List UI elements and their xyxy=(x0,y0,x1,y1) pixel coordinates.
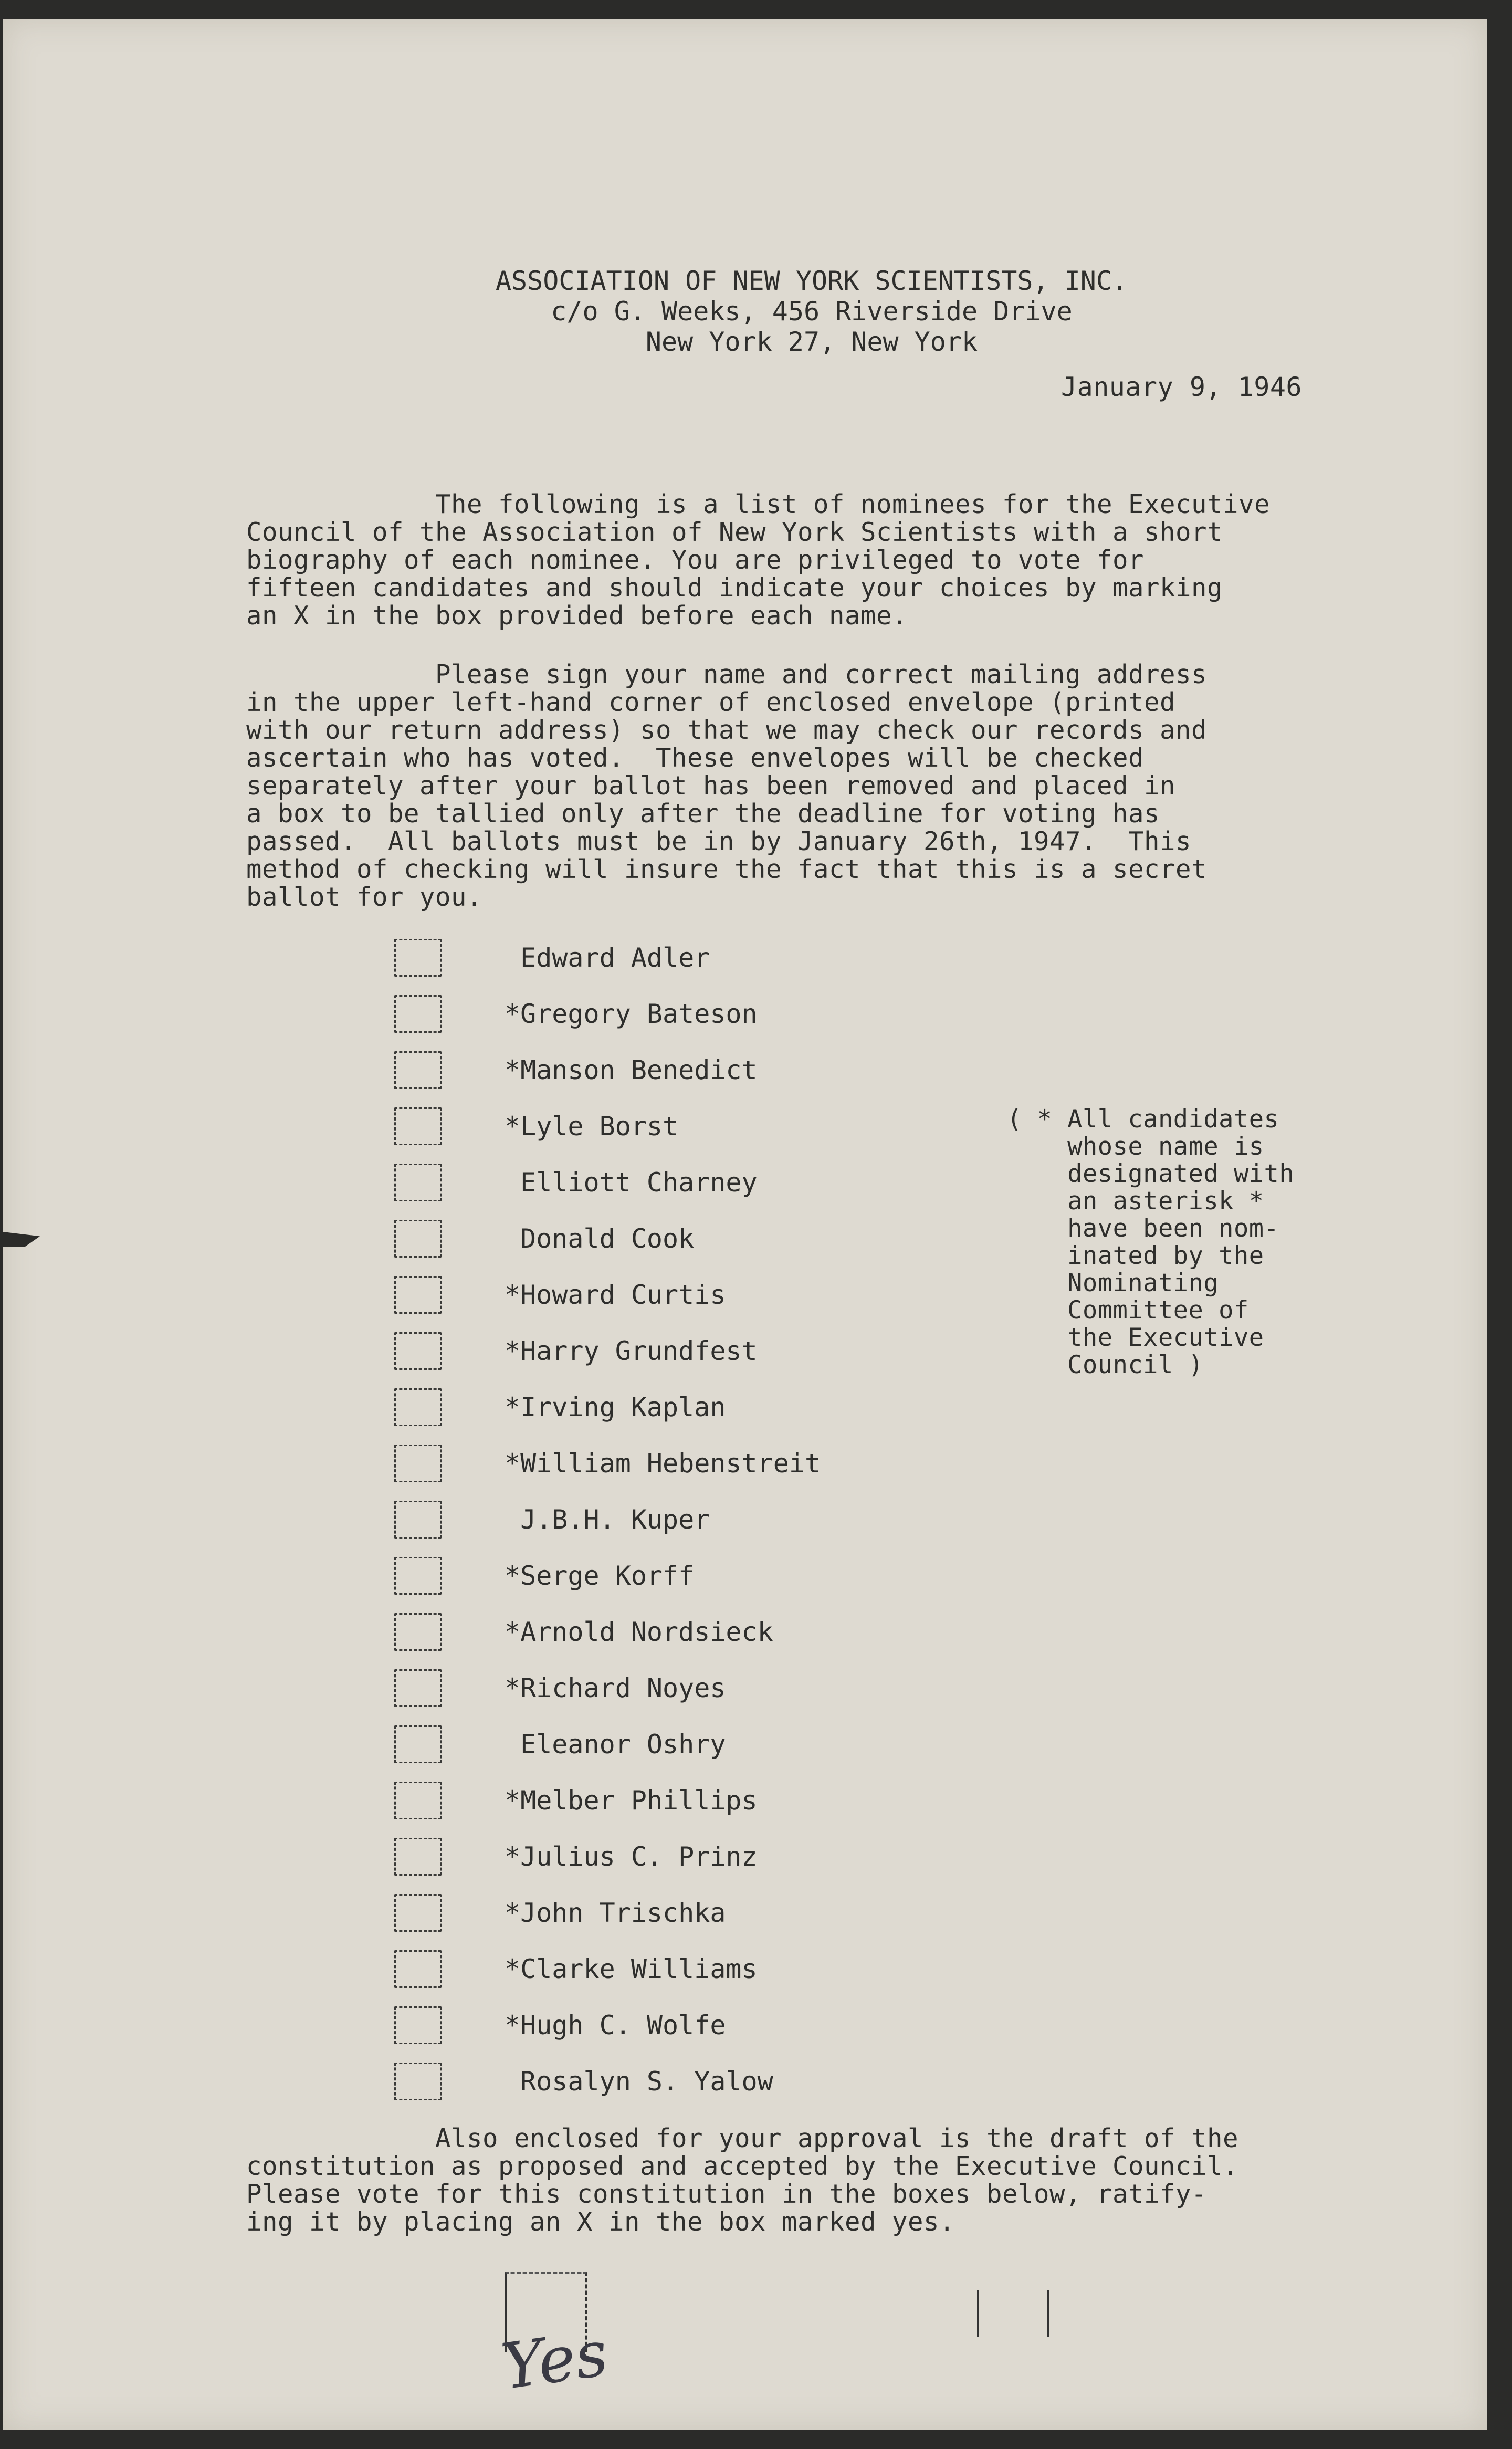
intro-line: The following is a list of nominees for the Executive xyxy=(246,489,1270,519)
constitution-line: Also enclosed for your approval is the draft of the xyxy=(246,2123,1239,2153)
nominee-name: *Clarke Williams xyxy=(505,1954,758,1984)
nominee-checkbox[interactable] xyxy=(394,1782,442,1819)
instructions-paragraph xyxy=(246,661,1207,911)
document-page xyxy=(3,19,1487,2430)
nominee-checkbox[interactable] xyxy=(394,1613,442,1651)
nominee-name: *Hugh C. Wolfe xyxy=(505,2010,726,2040)
nominee-checkbox[interactable] xyxy=(394,1107,442,1145)
note-line: the Executive xyxy=(1007,1323,1264,1352)
nominee-name: Eleanor Oshry xyxy=(505,1729,726,1760)
asterisk-note xyxy=(1007,1106,1294,1379)
instructions-line: ballot for you. xyxy=(246,882,483,912)
intro-line: biography of each nominee. You are privileged to vote for xyxy=(246,545,1144,575)
letter-date: January 9, 1946 xyxy=(1061,372,1303,402)
nominee-checkbox[interactable] xyxy=(394,1276,442,1314)
nominee-checkbox[interactable] xyxy=(394,1445,442,1482)
nominee-name: *Serge Korff xyxy=(505,1561,695,1591)
nominee-checkbox[interactable] xyxy=(394,1220,442,1258)
instructions-line: ascertain who has voted. These envelopes will be checked xyxy=(246,743,1144,773)
instructions-line: passed. All ballots must be in by January 26th, 1947. This xyxy=(246,826,1192,856)
instructions-line: separately after your ballot has been removed and placed in xyxy=(246,771,1176,801)
address-line: c/o G. Weeks, 456 Riverside Drive xyxy=(551,296,1073,327)
nominee-checkbox[interactable] xyxy=(394,1164,442,1201)
nominee-name: *Arnold Nordsieck xyxy=(505,1617,773,1647)
nominee-checkbox[interactable] xyxy=(394,1838,442,1876)
nominee-checkbox[interactable] xyxy=(394,1950,442,1988)
city-line: New York 27, New York xyxy=(645,327,978,357)
intro-line: Council of the Association of New York Scientists with a short xyxy=(246,517,1223,547)
nominee-name: Edward Adler xyxy=(505,943,710,973)
nominee-name: J.B.H. Kuper xyxy=(505,1504,710,1535)
nominee-name: *Lyle Borst xyxy=(505,1111,679,1142)
instructions-line: a box to be tallied only after the deadline for voting has xyxy=(246,799,1160,829)
note-line: designated with xyxy=(1007,1159,1295,1188)
note-line: Council ) xyxy=(1007,1351,1204,1379)
note-line: inated by the xyxy=(1007,1241,1264,1270)
constitution-line: ing it by placing an X in the box marked yes. xyxy=(246,2207,956,2237)
nominee-checkbox[interactable] xyxy=(394,1669,442,1707)
letterhead xyxy=(350,266,1274,357)
nominee-name: *Melber Phillips xyxy=(505,1785,758,1816)
nominee-name: *Manson Benedict xyxy=(505,1055,758,1085)
constitution-paragraph xyxy=(246,2124,1238,2236)
nominee-checkbox[interactable] xyxy=(394,1894,442,1932)
nominee-checkbox[interactable] xyxy=(394,1388,442,1426)
nominee-name: *John Trischka xyxy=(505,1898,726,1928)
intro-paragraph xyxy=(246,490,1270,630)
intro-line: fifteen candidates and should indicate your choices by marking xyxy=(246,573,1223,603)
nominee-name: *Richard Noyes xyxy=(505,1673,726,1703)
organization-name: ASSOCIATION OF NEW YORK SCIENTISTS, INC. xyxy=(495,266,1128,296)
instructions-line: Please sign your name and correct mailing address xyxy=(246,660,1208,689)
nominee-checkbox[interactable] xyxy=(394,995,442,1033)
constitution-line: Please vote for this constitution in the boxes below, ratify- xyxy=(246,2179,1208,2209)
nominee-name: *Howard Curtis xyxy=(505,1280,726,1310)
note-line: Nominating xyxy=(1007,1269,1219,1297)
nominee-checkbox[interactable] xyxy=(394,1501,442,1539)
note-line: ( * All candidates xyxy=(1007,1105,1279,1134)
nominee-name: *Gregory Bateson xyxy=(505,999,758,1029)
nominee-checkbox[interactable] xyxy=(394,939,442,977)
nominee-checkbox[interactable] xyxy=(394,1557,442,1595)
constitution-line: constitution as proposed and accepted by the Executive Council. xyxy=(246,2151,1239,2181)
note-line: whose name is xyxy=(1007,1132,1264,1161)
nominee-name: *William Hebenstreit xyxy=(505,1448,821,1479)
nominee-checkbox[interactable] xyxy=(394,1051,442,1089)
note-line: have been nom- xyxy=(1007,1214,1279,1243)
nominee-name: *Harry Grundfest xyxy=(505,1336,758,1366)
nominee-checkbox[interactable] xyxy=(394,2006,442,2044)
nominee-name: Rosalyn S. Yalow xyxy=(505,2066,773,2097)
instructions-line: in the upper left-hand corner of enclosed envelope (printed xyxy=(246,687,1176,717)
intro-line: an X in the box provided before each name. xyxy=(246,601,908,631)
nominee-name: Donald Cook xyxy=(505,1223,695,1254)
page-edge-tear xyxy=(3,1232,40,1247)
nominee-checkbox[interactable] xyxy=(394,2063,442,2100)
nominee-name: *Irving Kaplan xyxy=(505,1392,726,1422)
handwritten-yes: Yes xyxy=(497,2317,613,2404)
note-line: an asterisk * xyxy=(1007,1187,1264,1216)
instructions-line: with our return address) so that we may check our records and xyxy=(246,715,1208,745)
nominee-name: *Julius C. Prinz xyxy=(505,1841,758,1872)
constitution-no-checkbox[interactable] xyxy=(977,2290,1049,2337)
nominee-checkbox[interactable] xyxy=(394,1332,442,1370)
nominee-name: Elliott Charney xyxy=(505,1167,758,1198)
instructions-line: method of checking will insure the fact that this is a secret xyxy=(246,854,1208,884)
note-line: Committee of xyxy=(1007,1296,1249,1325)
nominee-checkbox[interactable] xyxy=(394,1725,442,1763)
